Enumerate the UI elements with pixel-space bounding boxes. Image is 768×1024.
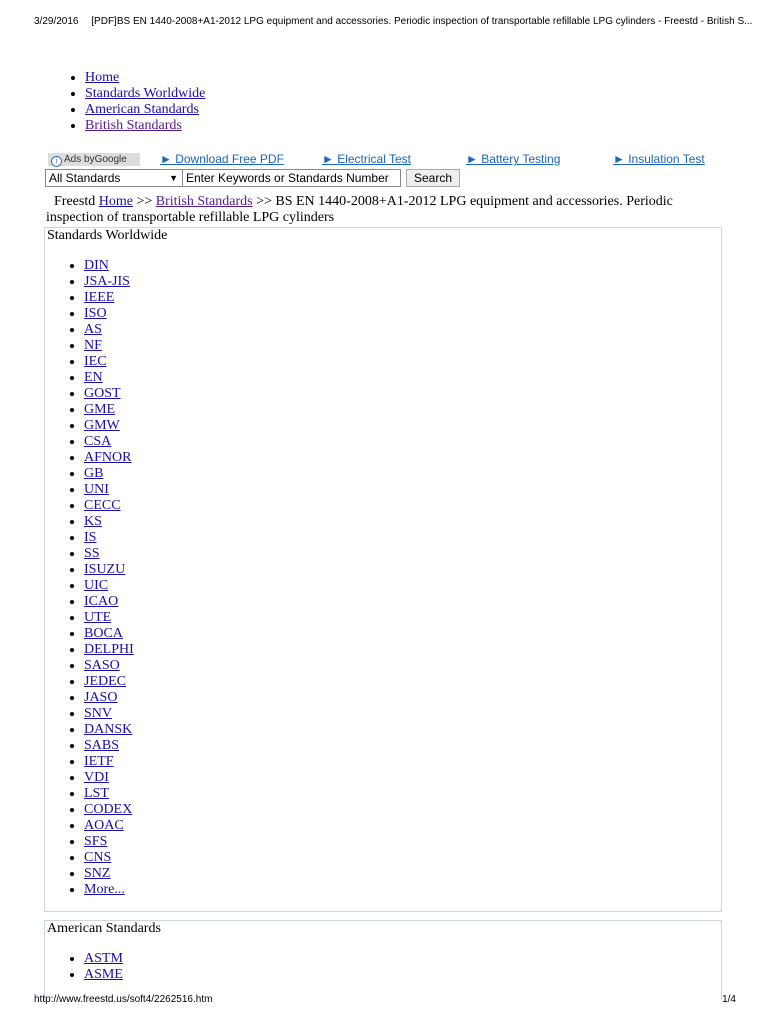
list-item (84, 967, 721, 983)
nav-item-british-standards (85, 118, 205, 134)
list-item (84, 322, 721, 338)
list-item (84, 466, 721, 482)
panel-title: American Standards (47, 921, 161, 936)
list-item (84, 626, 721, 642)
list-item (84, 450, 721, 466)
list-item (84, 706, 721, 722)
ad-bar (48, 152, 712, 168)
list-item (84, 690, 721, 706)
breadcrumb-link-home[interactable]: Home (98, 194, 133, 209)
ads-by-label: Ads by (64, 154, 95, 165)
standard-link[interactable]: JASO (84, 690, 118, 705)
print-header (34, 16, 754, 27)
list-item (84, 274, 721, 290)
list-item (84, 306, 721, 322)
standard-link[interactable]: KS (84, 514, 102, 529)
standard-link[interactable]: GOST (84, 386, 121, 401)
list-item (84, 866, 721, 882)
category-select[interactable] (45, 169, 183, 187)
chevron-down-icon: ▼ (169, 173, 178, 183)
ads-by-google-badge[interactable] (48, 153, 140, 166)
list-item (84, 386, 721, 402)
nav-link-standards-worldwide[interactable]: Standards Worldwide (85, 86, 206, 101)
list-item (84, 418, 721, 434)
breadcrumb (46, 194, 726, 226)
list-item (84, 546, 721, 562)
standard-link[interactable]: IS (84, 530, 97, 545)
standard-link[interactable]: CNS (84, 850, 112, 865)
list-item (84, 514, 721, 530)
list-item (84, 951, 721, 967)
standard-link[interactable]: JEDEC (84, 674, 126, 689)
list-item (84, 818, 721, 834)
standard-link[interactable]: EN (84, 370, 103, 385)
standard-link[interactable]: AOAC (84, 818, 124, 833)
category-select-value: All Standards (49, 171, 121, 185)
standard-link[interactable]: CODEX (84, 802, 133, 817)
list-item (84, 770, 721, 786)
breadcrumb-link-british-standards[interactable]: British Standards (155, 194, 253, 209)
nav-link-american-standards[interactable]: American Standards (85, 102, 199, 117)
list-item (84, 258, 721, 274)
nav-item-home (85, 70, 205, 86)
standard-link[interactable]: AFNOR (84, 450, 132, 465)
standard-link[interactable]: DELPHI (84, 642, 134, 657)
list-item (84, 594, 721, 610)
standard-link[interactable]: GB (84, 466, 104, 481)
standard-link[interactable]: IEC (84, 354, 107, 369)
list-item (84, 722, 721, 738)
list-item (84, 562, 721, 578)
print-page-number: 1/4 (722, 994, 736, 1005)
standard-link[interactable]: IETF (84, 754, 114, 769)
standard-link[interactable]: UIC (84, 578, 109, 593)
ad-link-battery-testing[interactable]: ► Battery Testing (466, 152, 561, 166)
standard-link[interactable]: BOCA (84, 626, 123, 641)
list-item (84, 802, 721, 818)
search-input[interactable]: Enter Keywords or Standards Number (182, 169, 401, 187)
standard-link[interactable]: GMW (84, 418, 120, 433)
print-footer (34, 994, 736, 1005)
nav-item-american-standards (85, 102, 205, 118)
standard-link[interactable]: SASO (84, 658, 120, 673)
standard-link[interactable]: ASME (84, 967, 123, 982)
list-item (84, 370, 721, 386)
american-standards-panel (44, 920, 722, 1000)
breadcrumb-current: BS EN 1440-2008+A1-2012 LPG equipment and accessories. Periodic inspection of transportable refillable LPG cylinders (46, 194, 673, 225)
standard-link[interactable]: JSA-JIS (84, 274, 130, 289)
breadcrumb-separator: >> (136, 194, 153, 209)
ad-link-download-free-pdf[interactable]: ► Download Free PDF (160, 152, 284, 166)
list-item (84, 402, 721, 418)
standard-link[interactable]: ASTM (84, 951, 123, 966)
standard-link[interactable]: CECC (84, 498, 121, 513)
print-date: 3/29/2016 (34, 16, 79, 27)
standard-link[interactable]: UTE (84, 610, 112, 625)
list-item (84, 610, 721, 626)
standard-link[interactable]: GME (84, 402, 116, 417)
list-item (84, 530, 721, 546)
list-item (84, 290, 721, 306)
breadcrumb-separator: >> (256, 194, 272, 209)
standard-link[interactable]: NF (84, 338, 102, 353)
list-item (84, 674, 721, 690)
standards-worldwide-panel (44, 227, 722, 912)
nav-link-home[interactable]: Home (85, 70, 120, 85)
standard-link[interactable]: CSA (84, 434, 112, 449)
standard-link[interactable]: SS (84, 546, 100, 561)
breadcrumb-site: Freestd (54, 194, 96, 209)
print-url: http://www.freestd.us/soft4/2262516.htm (34, 994, 213, 1005)
list-item (84, 498, 721, 514)
list-item (84, 738, 721, 754)
standard-link[interactable]: More... (84, 882, 125, 897)
ad-link-insulation-test[interactable]: ► Insulation Test (613, 152, 705, 166)
list-item (84, 850, 721, 866)
list-item (84, 578, 721, 594)
standard-link[interactable]: IEEE (84, 290, 115, 305)
standard-link[interactable]: ICAO (84, 594, 119, 609)
info-icon: i (51, 156, 62, 167)
standard-link[interactable]: SNZ (84, 866, 111, 881)
american-standards-list (45, 951, 721, 983)
standard-link[interactable]: AS (84, 322, 102, 337)
standard-link[interactable]: VDI (84, 770, 109, 785)
standards-worldwide-list (45, 258, 721, 898)
standard-link[interactable]: SABS (84, 738, 120, 753)
list-item (84, 642, 721, 658)
nav-item-standards-worldwide (85, 86, 205, 102)
list-item (84, 882, 721, 898)
list-item (84, 754, 721, 770)
standard-link[interactable]: SNV (84, 706, 113, 721)
top-nav (66, 70, 205, 134)
list-item (84, 482, 721, 498)
standard-link[interactable]: DANSK (84, 722, 133, 737)
list-item (84, 338, 721, 354)
ads-provider: Google (94, 154, 127, 165)
panel-title: Standards Worldwide (47, 228, 168, 243)
list-item (84, 658, 721, 674)
ad-link-electrical-test[interactable]: ► Electrical Test (322, 152, 412, 166)
standard-link[interactable]: LST (84, 786, 109, 801)
list-item (84, 434, 721, 450)
standard-link[interactable]: UNI (84, 482, 109, 497)
standard-link[interactable]: ISO (84, 306, 107, 321)
standard-link[interactable]: DIN (84, 258, 109, 273)
list-item (84, 354, 721, 370)
search-button[interactable]: Search (406, 169, 460, 187)
nav-link-british-standards[interactable]: British Standards (85, 118, 182, 133)
print-title: [PDF]BS EN 1440-2008+A1-2012 LPG equipment and accessories. Periodic inspection of transportable refillable LPG cylinders - Freestd - British S... (91, 16, 753, 27)
standard-link[interactable]: ISUZU (84, 562, 126, 577)
list-item (84, 786, 721, 802)
standard-link[interactable]: SFS (84, 834, 108, 849)
list-item (84, 834, 721, 850)
